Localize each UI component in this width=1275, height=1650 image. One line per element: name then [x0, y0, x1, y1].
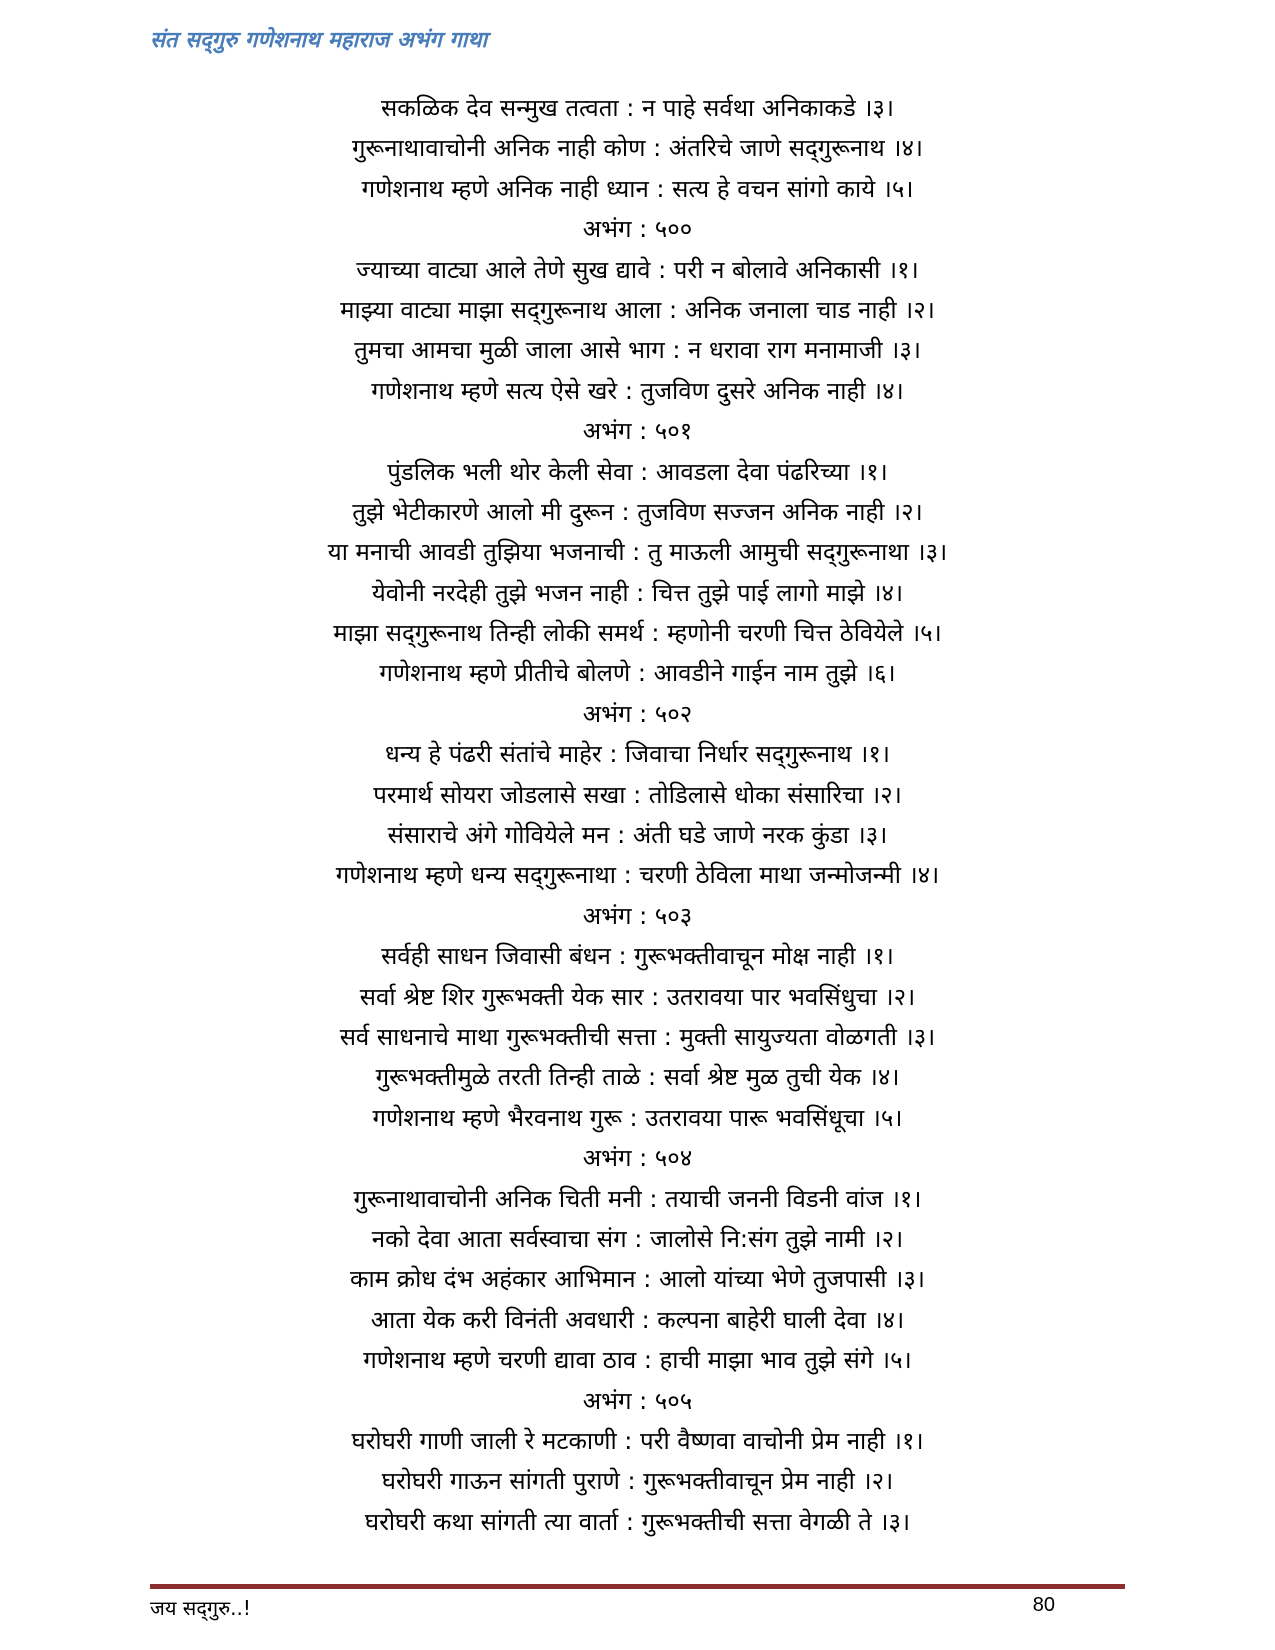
- verse-line: सर्वा श्रेष्ट शिर गुरूभक्ती येक सार : उतरावया पार भवसिंधुचा ।२।: [359, 982, 916, 1011]
- verse-line: गणेशनाथ म्हणे प्रीतीचे बोलणे : आवडीने गाईन नाम तुझे ।६।: [379, 659, 896, 688]
- verse-line: नको देवा आता सर्वस्वाचा संग : जालोसे नि:संग तुझे नामी ।२।: [371, 1224, 904, 1253]
- verse-line: घरोघरी गाऊन सांगती पुराणे : गुरूभक्तीवाचून प्रेम नाही ।२।: [381, 1467, 894, 1496]
- abhang-heading: अभंग : ५०१: [582, 417, 693, 446]
- verse-line: येवोनी नरदेही तुझे भजन नाही : चित्त तुझे पाई लागो माझे ।४।: [371, 578, 904, 607]
- abhang-heading: अभंग : ५००: [582, 215, 693, 244]
- verse-line: गणेशनाथ म्हणे भैरवनाथ गुरू : उतरावया पारू भवसिंधूचा ।५।: [372, 1103, 903, 1132]
- running-header-title: संत सद्‌गुरु गणेशनाथ महाराज अभंग गाथा: [150, 28, 488, 53]
- page-number: 80: [1032, 1594, 1055, 1616]
- verse-line: सर्व साधनाचे माथा गुरूभक्तीची सत्ता : मुक्ती सायुज्यता वोळगती ।३।: [339, 1022, 936, 1051]
- verse-line: परमार्थ सोयरा जोडलासे सखा : तोडिलासे धोका संसारिचा ।२।: [373, 780, 902, 809]
- verse-line: आता येक करी विनंती अवधारी : कल्पना बाहेरी घाली देवा ।४।: [370, 1305, 905, 1334]
- footer-rule: [150, 1584, 1125, 1589]
- abhang-heading: अभंग : ५०४: [582, 1144, 693, 1173]
- abhang-text-body: [150, 88, 1125, 1542]
- abhang-heading: अभंग : ५०२: [582, 699, 693, 728]
- verse-line: सकळिक देव सन्मुख तत्वता : न पाहे सर्वथा अनिकाकडे ।३।: [381, 94, 894, 122]
- verse-line: पुंडलिक भली थोर केली सेवा : आवडला देवा पंढरिच्या ।१।: [387, 457, 888, 486]
- verse-line: घरोघरी गाणी जाली रे मटकाणी : परी वैष्णवा वाचोनी प्रेम नाही ।१।: [351, 1426, 924, 1455]
- verse-line: गणेशनाथ म्हणे चरणी द्यावा ठाव : हाची माझा भाव तुझे संगे ।५।: [363, 1346, 912, 1375]
- verse-line: गणेशनाथ म्हणे सत्य ऐसे खरे : तुजविण दुसरे अनिक नाही ।४।: [371, 376, 904, 405]
- verse-line: गुरूभक्तीमुळे तरती तिन्ही ताळे : सर्वा श्रेष्ट मुळ तुची येक ।४।: [375, 1063, 900, 1092]
- verse-line: गणेशनाथ म्हणे धन्य सद्‌गुरूनाथा : चरणी ठेविला माथा जन्मोजन्मी ।४।: [335, 861, 940, 890]
- verse-line: सर्वही साधन जिवासी बंधन : गुरूभक्तीवाचून मोक्ष नाही ।१।: [381, 942, 894, 971]
- abhang-heading: अभंग : ५०५: [582, 1386, 693, 1415]
- verse-line: संसाराचे अंगे गोवियेले मन : अंती घडे जाणे नरक कुंडा ।३।: [387, 821, 888, 850]
- verse-line: धन्य हे पंढरी संतांचे माहेर : जिवाचा निर्धार सद्‌गुरूनाथ ।१।: [385, 740, 890, 769]
- verse-line: या मनाची आवडी तुझिया भजनाची : तु माऊली आमुची सद्‌गुरूनाथा ।३।: [327, 538, 948, 567]
- verse-line: काम क्रोध दंभ अहंकार आभिमान : आलो यांच्या भेणे तुजपासी ।३।: [350, 1265, 925, 1294]
- verse-line: तुझे भेटीकारणे आलो मी दुरून : तुजविण सज्जन अनिक नाही ।२।: [352, 497, 923, 526]
- verse-line: गणेशनाथ म्हणे अनिक नाही ध्यान : सत्य हे वचन सांगो काये ।५।: [361, 174, 914, 203]
- verse-line: गुरूनाथावाचोनी अनिक चिती मनी : तयाची जननी विडनी वांज ।१।: [353, 1184, 922, 1213]
- verse-line: माझा सद्‌गुरूनाथ तिन्ही लोकी समर्थ : म्हणोनी चरणी चित्त ठेवियेले ।५।: [333, 619, 942, 648]
- verse-line: गुरूनाथावाचोनी अनिक नाही कोण : अंतरिचे जाणे सद्‌गुरूनाथ ।४।: [351, 134, 924, 163]
- abhang-heading: अभंग : ५०३: [582, 901, 693, 930]
- verse-line: माझ्या वाट्या माझा सद्‌गुरूनाथ आला : अनिक जनाला चाड नाही ।२।: [340, 295, 935, 324]
- verse-line: ज्याच्या वाट्या आले तेणे सुख द्यावे : परी न बोलावे अनिकासी ।१।: [356, 255, 919, 284]
- footer-salutation: जय सद्‌गुरु..!: [150, 1596, 251, 1620]
- verse-line: घरोघरी कथा सांगती त्या वार्ता : गुरूभक्तीची सत्ता वेगळी ते ।३।: [364, 1507, 911, 1536]
- verse-line: तुमचा आमचा मुळी जाला आसे भाग : न धरावा राग मनामाजी ।३।: [354, 336, 921, 365]
